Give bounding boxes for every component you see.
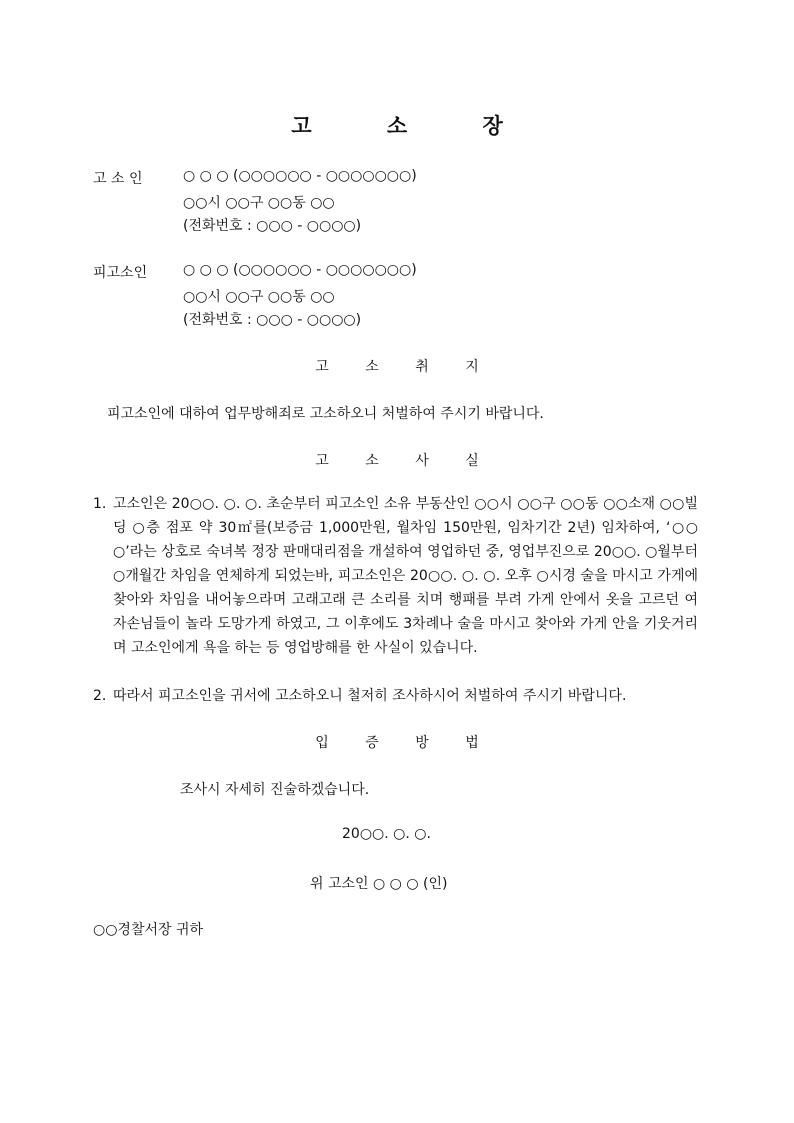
document-date: 20○○. ○. ○. (342, 826, 431, 842)
accused-name-line: ○ ○ ○ (○○○○○○ - ○○○○○○○) (183, 262, 417, 278)
complainant-label: 고 소 인 (93, 171, 143, 187)
signature-line: 위 고소인 ○ ○ ○ (인) (310, 876, 448, 892)
purpose-heading: 고 소 취 지 (315, 359, 495, 375)
purpose-text: 피고소인에 대하여 업무방해죄로 고소하오니 처벌하여 주시기 바랍니다. (107, 406, 544, 422)
evidence-heading: 입 증 방 법 (315, 735, 495, 751)
complainant-phone: (전화번호 : ○○○ - ○○○○) (183, 218, 362, 234)
complainant-address: ○○시 ○○구 ○○동 ○○ (183, 195, 335, 211)
accused-address: ○○시 ○○구 ○○동 ○○ (183, 289, 335, 305)
facts-heading: 고 소 사 실 (315, 453, 495, 469)
facts-item-number: 2. (93, 688, 107, 704)
evidence-text: 조사시 자세히 진술하겠습니다. (180, 782, 370, 798)
accused-label: 피고소인 (93, 265, 148, 281)
facts-item-number: 1. (93, 496, 107, 512)
facts-item (93, 684, 698, 708)
facts-item-text: 고소인은 20○○. ○. ○. 초순부터 피고소인 소유 부동산인 ○○시 ○○구 ○○동 ○○소재 ○○빌딩 ○층 점포 약 30㎡를(보증금 1,000만원, 월차임 150만원, 임차기간 2년) 임차하여, ‘○○○’라는 상호로 숙녀복 정장 판매대리점을 개설하여 영업하던 중, 영업부진으로 20○○. ○월부터 ○개월간 차임을 연체하게 되었는바, 피고소인은 20○○. ○. ○. 오후 ○시경 술을 마시고 가게에 찾아와 차임을 내어놓으라며 고래고래 큰 소리를 치며 행패를 부려 가게 안에서 옷을 고르던 여자손님들이 놀라 도망가게 하였고, 그 이후에도 3차례나 술을 마시고 찾아와 가게 안을 기웃거리며 고소인에게 욕을 하는 등 영업방해를 한 사실이 있습니다. (113, 496, 698, 656)
document-title: 고 소 장 (291, 114, 537, 138)
addressee: ○○경찰서장 귀하 (93, 922, 204, 938)
complainant-name-line: ○ ○ ○ (○○○○○○ - ○○○○○○○) (183, 168, 417, 184)
accused-phone: (전화번호 : ○○○ - ○○○○) (183, 312, 362, 328)
facts-item-text: 따라서 피고소인을 귀서에 고소하오니 철저히 조사하시어 처벌하여 주시기 바랍니다. (113, 688, 627, 704)
facts-item (93, 492, 698, 660)
